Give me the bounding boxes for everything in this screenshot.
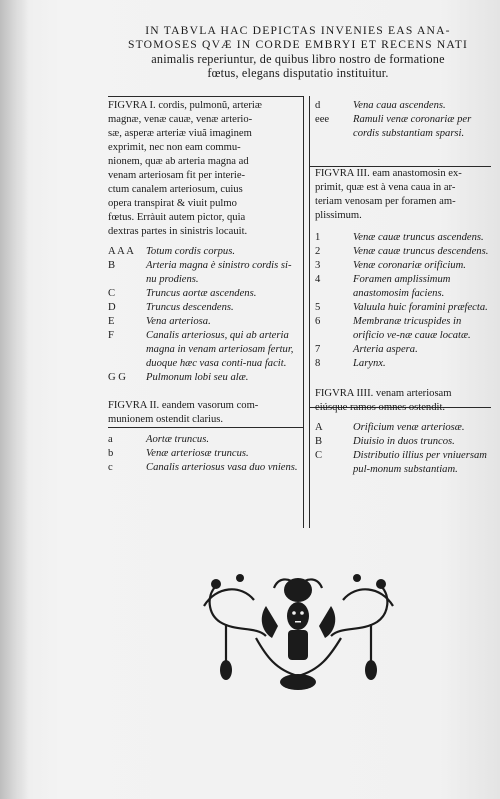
legend-entry	[108, 371, 298, 385]
figure-2-description-line: FIGVRA II. eandem vasorum com-	[108, 400, 259, 411]
figure-2-legend	[108, 433, 298, 475]
left-top-rule	[108, 96, 304, 97]
heading-line-1: IN TABVLA HAC DEPICTAS INVENIES EAS ANA-	[145, 24, 451, 37]
legend-text: Vena caua ascendens.	[353, 100, 446, 111]
legend-text: Aortæ truncus.	[146, 434, 209, 445]
figure-1-description-line: exprimit, nec non eam commu-	[108, 142, 241, 153]
heading-line-3: animalis reperiuntur, de quibus libro nostro de formatione	[151, 52, 445, 66]
figure-1-lines	[108, 99, 298, 239]
heading-line-4: fœtus, elegans disputatio instituitur.	[207, 66, 389, 80]
legend-text: Valuula huic foramini præfecta.	[353, 302, 488, 313]
figure-4-description	[315, 387, 490, 415]
legend-entry	[315, 315, 490, 343]
legend-entry	[315, 449, 490, 477]
legend-entry	[315, 259, 490, 273]
legend-key: D	[108, 302, 116, 313]
legend-key: 3	[315, 260, 321, 271]
legend-entry	[315, 357, 490, 371]
legend-entry	[315, 99, 490, 113]
figure-4-description-line: eiúsque ramos omnes ostendit.	[315, 402, 446, 413]
figure-2-description-line: munionem ostendit clarius.	[108, 414, 224, 425]
legend-key: 1	[315, 232, 321, 243]
legend-key: B	[108, 260, 116, 271]
legend-entry	[315, 231, 490, 245]
printers-ornament	[196, 566, 401, 694]
figure-1-description-line: ctum canalem arteriosum, cuius	[108, 184, 243, 195]
legend-text: Distributio illius per vniuersam pul-monum substantiam.	[353, 450, 487, 475]
legend-text: Membranæ tricuspides in orificio ve-næ cauæ locatæ.	[353, 316, 471, 341]
legend-text: Venæ arteriosæ truncus.	[146, 448, 249, 459]
figure-3-description-line: primit, quæ est à vena caua in ar-	[315, 182, 456, 193]
legend-key: 2	[315, 246, 321, 257]
legend-entry	[108, 259, 298, 287]
right-column	[315, 99, 490, 477]
legend-text: Vena arteriosa.	[146, 316, 211, 327]
figure-1-description-line: opera transpirat & viuit pulmo	[108, 198, 237, 209]
legend-text: Foramen amplissimum anastomosim faciens.	[353, 274, 451, 299]
legend-entry	[108, 433, 298, 447]
book-gutter	[0, 0, 28, 799]
legend-key: F	[108, 330, 114, 341]
legend-key: a	[108, 434, 113, 445]
legend-entry	[315, 301, 490, 315]
legend-entry	[108, 315, 298, 329]
legend-text: Venæ coronariæ orificium.	[353, 260, 466, 271]
figure-1-legend	[108, 245, 298, 385]
legend-text: Canalis arteriosus vasa duo vniens.	[146, 462, 298, 473]
legend-key: d	[315, 100, 321, 111]
legend-key: A A A	[108, 246, 134, 257]
legend-key: B	[315, 436, 323, 447]
figure-1-description	[108, 99, 298, 239]
legend-entry	[315, 113, 490, 141]
figure-1-legend-continued	[315, 99, 490, 141]
column-divider	[303, 96, 304, 528]
figure-2-description	[108, 399, 298, 427]
figure-1-description-line: venam arteriosam fit per interie-	[108, 170, 246, 181]
left-column	[108, 99, 298, 475]
figure-4-description-line: FIGVRA IIII. venam arteriosam	[315, 388, 452, 399]
legend-entry	[108, 245, 298, 259]
legend-text: Arteria aspera.	[353, 344, 418, 355]
legend-text: Orificium venæ arteriosæ.	[353, 422, 465, 433]
legend-key: 7	[315, 344, 321, 355]
legend-key: 8	[315, 358, 321, 369]
column-divider-inner	[309, 96, 310, 528]
legend-text: Canalis arteriosus, qui ab arteria magna in venam arteriosam fertur, duoque hæc vasa conti-nua facit.	[146, 330, 294, 369]
legend-text: Pulmonum lobi seu alæ.	[146, 372, 249, 383]
legend-key: A	[315, 422, 323, 433]
figure-1-description-line: fœtus. Erràuit autem pictor, quia	[108, 212, 246, 223]
legend-text: Diuisio in duos truncos.	[353, 436, 455, 447]
legend-entry	[108, 329, 298, 371]
legend-entry	[315, 343, 490, 357]
legend-key: eee	[315, 114, 330, 125]
legend-text: Venæ cauæ truncus ascendens.	[353, 232, 484, 243]
figure-1-description-line: FIGVRA I. cordis, pulmonũ, arteriæ	[108, 100, 262, 111]
legend-key: C	[315, 450, 323, 461]
figure-1-description-line: nionem, quæ ab arteria magna ad	[108, 156, 249, 167]
figure-3-description	[315, 167, 490, 223]
legend-entry	[315, 435, 490, 449]
figure-4-legend	[315, 421, 490, 477]
legend-entry	[108, 461, 298, 475]
figure-3-legend	[315, 231, 490, 371]
legend-entry	[315, 421, 490, 435]
legend-text: Ramuli venæ coronariæ per cordis substantiam sparsi.	[353, 114, 472, 139]
page-heading	[108, 24, 488, 80]
legend-entry	[315, 245, 490, 259]
legend-entry	[108, 287, 298, 301]
legend-key: E	[108, 316, 115, 327]
legend-key: 6	[315, 316, 321, 327]
figure-1-description-line: dextras partes in sinistris locauit.	[108, 226, 248, 237]
legend-key: G G	[108, 372, 126, 383]
legend-text: Truncus aortæ ascendens.	[146, 288, 257, 299]
legend-text: Truncus descendens.	[146, 302, 234, 313]
legend-key: b	[108, 448, 114, 459]
heading-line-2: STOMOSES QVÆ IN CORDE EMBRYI ET RECENS NATI	[127, 38, 469, 51]
legend-text: Totum cordis corpus.	[146, 246, 235, 257]
legend-text: Larynx.	[353, 358, 386, 369]
legend-entry	[108, 447, 298, 461]
figure-3-description-line: plissimum.	[315, 210, 362, 221]
legend-entry	[108, 301, 298, 315]
legend-text: Arteria magna è sinistro cordis si-nu prodiens.	[146, 260, 292, 285]
figure-1-description-line: magnæ, venæ cauæ, venæ arterio-	[108, 114, 253, 125]
legend-key: C	[108, 288, 116, 299]
legend-key: 4	[315, 274, 321, 285]
figure-3-description-line: teriam venosam per foramen am-	[315, 196, 456, 207]
legend-key: 5	[315, 302, 321, 313]
figure-3-description-line: FIGVRA III. eam anastomosin ex-	[315, 168, 462, 179]
legend-entry	[315, 273, 490, 301]
legend-text: Venæ cauæ truncus descendens.	[353, 246, 489, 257]
figure-1-description-line: sæ, asperæ arteriæ viuã imaginem	[108, 128, 252, 139]
legend-key: c	[108, 462, 113, 473]
